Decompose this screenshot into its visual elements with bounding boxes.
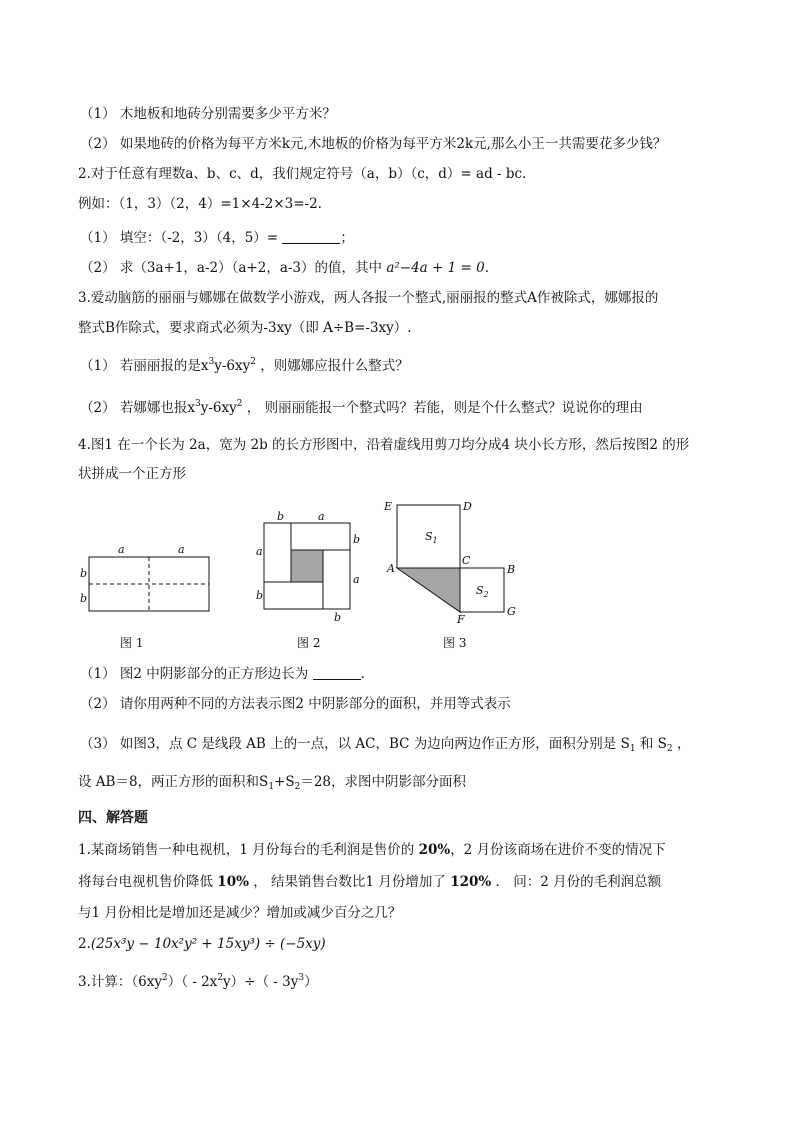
label-b: b	[334, 611, 342, 624]
q3-stem-line1: 3.爱动脑筋的丽丽与娜娜在做数学小游戏，两人各报一个整式,丽丽报的整式A作被除式，娜娜报的	[78, 290, 659, 306]
label-F: F	[457, 613, 465, 626]
label-C: C	[462, 554, 471, 567]
s4-q2	[78, 934, 326, 954]
label-b: b	[353, 533, 361, 546]
figure-3-caption: 图 3	[443, 636, 467, 650]
q4-stem-line2: 状拼成一个正方形	[78, 466, 186, 482]
q4-part1-tail: .	[360, 666, 365, 682]
q3-part2-text: ， 则丽丽能报一个整式吗？若能，则是个什么整式？说说你的理由	[242, 400, 643, 416]
label-A: A	[387, 562, 395, 575]
q4-part3-text: （3） 如图3，点 C 是线段 AB 上的一点，以 AC，BC 为边向两边作正方形，面积分别是 S	[80, 736, 630, 752]
subscript: 2	[666, 744, 673, 754]
exponent: 3	[298, 973, 305, 983]
label-a: a	[318, 510, 325, 523]
figure-3	[383, 500, 516, 626]
exponent: 2	[217, 973, 224, 983]
q4-part1	[80, 664, 365, 684]
q2-part1-tail: ；	[340, 230, 354, 246]
q4-part3-text: 和 S	[635, 736, 667, 752]
s4-q2-expression: (25x³y − 10x²y² + 15xy³) ÷ (−5xy)	[90, 936, 326, 952]
q4-part3-line2	[78, 772, 466, 792]
exponent: 3	[208, 357, 215, 367]
exponent: 2	[250, 357, 256, 367]
label-b: b	[256, 589, 264, 602]
s4-q3-text: 3.计算：（6xy	[78, 974, 162, 990]
s4-q1-percent: 120%	[450, 874, 492, 890]
label-b: b	[80, 567, 88, 580]
q3-part1	[80, 356, 409, 376]
s4-q1-percent: 10%	[217, 874, 249, 890]
s4-q3-text: y）÷（ - 3y	[223, 974, 299, 990]
exponent: 2	[236, 399, 243, 409]
subscript: 1	[268, 782, 275, 792]
figure-2	[256, 510, 360, 624]
q3-part1-text: y-6xy	[214, 358, 251, 374]
label-B: B	[507, 563, 516, 576]
q3-part2	[80, 398, 643, 418]
q4-part1-text: （1） 图2 中阴影部分的正方形边长为	[80, 666, 313, 682]
q2-part2-tail: .	[484, 260, 489, 276]
label-a: a	[118, 543, 125, 556]
q2-part2	[80, 258, 489, 278]
s4-q1-line2	[78, 872, 661, 892]
s4-q1-text: 将每台电视机售价降低	[78, 874, 218, 890]
q2-example: 例如：（1，3）（2，4）=1×4-2×3=-2.	[78, 196, 322, 212]
q4-part3-text: 设 AB＝8，两正方形的面积和S	[78, 774, 269, 790]
q3-part2-text: （2） 若娜娜也报x	[80, 400, 195, 416]
exponent: 3	[195, 399, 201, 409]
s4-q1-line1	[78, 840, 666, 860]
figure-1-caption: 图 1	[120, 636, 144, 650]
label-a: a	[256, 545, 263, 558]
answer-blank	[313, 665, 361, 680]
figure-2-caption: 图 2	[297, 636, 321, 650]
label-b: b	[277, 510, 285, 523]
q4-part2: （2） 请你用两种不同的方法表示图2 中阴影部分的面积，并用等式表示	[80, 696, 511, 712]
subscript: 2	[294, 782, 301, 792]
q4-part3-line1	[80, 734, 690, 754]
q3-part2-text: y-6xy	[200, 400, 237, 416]
label-E: E	[384, 500, 393, 513]
q2-part2-equation: a²−4a + 1 = 0	[386, 260, 485, 276]
s4-q1-text: ． 问：2 月份的毛利润总额	[491, 874, 662, 890]
s4-q1-text: ， 结果销售台数比1 月份增加了	[248, 874, 451, 890]
q1-part2: （2） 如果地砖的价格为每平方米k元,木地板的价格为每平方米2k元,那么小王一共需要花多少钱？	[80, 136, 667, 152]
q3-stem-line2: 整式B作除式，要求商式必须为-3xy（即 A÷B=-3xy）.	[78, 320, 412, 336]
q4-stem-line1: 4.图1 在一个长为 2a，宽为 2b 的长方形图中，沿着虚线用剪刀均分成4 块小长方形，然后按图2 的形	[78, 437, 690, 453]
q2-stem: 2.对于任意有理数a、b、c、d，我们规定符号（a，b）（c，d）= ad - bc.	[78, 166, 527, 182]
s4-q3-text: ）	[304, 974, 318, 990]
label-S1: $S_1$	[425, 530, 438, 545]
q2-part2-text: （2） 求（3a+1，a-2）（a+2，a-3）的值，其中	[80, 260, 387, 276]
s4-q3	[78, 972, 318, 992]
label-a: a	[178, 543, 185, 556]
s4-q1-text: ，2 月份该商场在进价不变的情况下	[450, 842, 666, 858]
q1-part1: （1） 木地板和地砖分别需要多少平方米？	[80, 106, 336, 122]
label-D: D	[463, 500, 472, 513]
answer-blank	[282, 229, 340, 244]
figure-1	[80, 543, 209, 611]
label-b: b	[80, 592, 88, 605]
q4-part3-text: +S	[274, 774, 295, 790]
subscript: 1	[629, 744, 636, 754]
q3-part1-text: （1） 若丽丽报的是x	[80, 358, 209, 374]
s4-q3-text: ）（ - 2x	[167, 974, 218, 990]
s4-q2-number: 2.	[78, 936, 91, 952]
s4-q1-text: 1.某商场销售一种电视机，1 月份每台的毛利润是售价的	[78, 842, 419, 858]
q4-part3-text: ，	[672, 736, 691, 752]
section-heading: 四、解答题	[78, 810, 148, 826]
figures	[0, 495, 794, 655]
q4-part3-text: ＝28，求图中阴影部分面积	[300, 774, 467, 790]
label-S2: $S_2$	[476, 584, 489, 599]
q2-part1	[80, 228, 354, 248]
q3-part1-text: ，则娜娜应报什么整式？	[256, 358, 409, 374]
label-a: a	[353, 573, 360, 586]
label-G: G	[507, 605, 516, 618]
s4-q1-line3: 与1 月份相比是增加还是减少？增加或减少百分之几？	[78, 905, 402, 921]
q2-part1-text: （1） 填空：（-2，3）（4，5）=	[80, 230, 283, 246]
exponent: 2	[161, 973, 168, 983]
s4-q1-percent: 20%	[418, 842, 451, 858]
